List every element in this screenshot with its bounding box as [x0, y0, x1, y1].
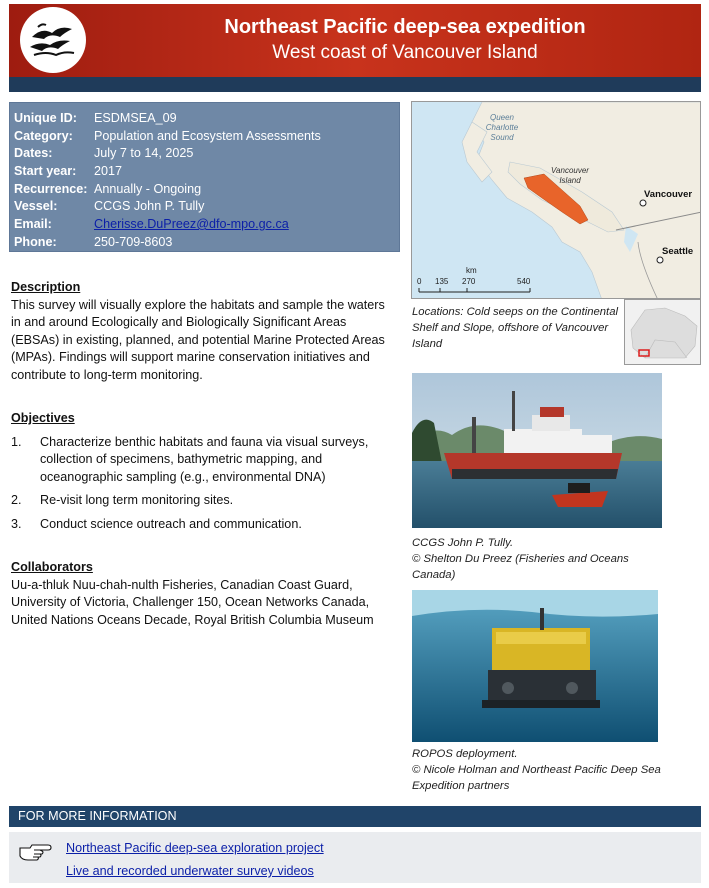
objectives-heading: Objectives — [11, 411, 75, 425]
email-link[interactable]: Cherisse.DuPreez@dfo-mpo.gc.ca — [94, 216, 289, 231]
info-label: Dates: — [14, 146, 53, 161]
info-label: Phone: — [14, 234, 57, 249]
list-item — [11, 492, 396, 510]
map-scale-tick: 270 — [462, 277, 476, 286]
ship-photo — [412, 373, 662, 528]
ropos-photo-credit: © Nicole Holman and Northeast Pacific Deep Sea Expedition partners — [412, 764, 661, 792]
info-value: 250-709-8603 — [94, 234, 173, 249]
info-row-start-year — [14, 162, 395, 180]
objectives-section — [11, 410, 396, 539]
info-row-vessel — [14, 197, 395, 215]
info-label: Vessel: — [14, 199, 58, 214]
page-subtitle: West coast of Vancouver Island — [272, 42, 538, 63]
info-label: Email: — [14, 216, 52, 231]
map-label-vancouver-island-2: Island — [559, 176, 581, 185]
collaborators-section — [11, 559, 396, 629]
info-row-phone — [14, 233, 395, 251]
survey-info-box — [9, 102, 400, 252]
info-row-email — [14, 215, 395, 233]
map-scale-tick: 135 — [435, 277, 449, 286]
ropos-caption-title: ROPOS deployment. — [412, 748, 518, 760]
info-label: Unique ID: — [14, 110, 77, 125]
more-info-heading: FOR MORE INFORMATION — [9, 806, 701, 827]
info-value: Population and Ecosystem Assessments — [94, 128, 321, 143]
description-heading: Description — [11, 280, 81, 294]
map-caption: Locations: Cold seeps on the Continental Shelf and Slope, offshore of Vancouver Island — [412, 306, 618, 350]
more-info-box — [9, 832, 701, 883]
more-info-links — [66, 837, 324, 883]
link-survey-videos[interactable]: Live and recorded underwater survey videos — [66, 864, 314, 878]
info-value: ESDMSEA_09 — [94, 110, 177, 125]
list-item — [11, 434, 396, 487]
ship-caption-title: CCGS John P. Tully. — [412, 537, 514, 549]
info-value: CCGS John P. Tully — [94, 199, 205, 214]
canada-inset-map — [624, 299, 701, 365]
header-band — [9, 77, 701, 92]
map-label-vancouver: Vancouver — [644, 189, 693, 200]
map-scale-tick: 540 — [517, 277, 531, 286]
map-scale-unit: km — [466, 266, 477, 275]
objectives-list — [11, 434, 396, 534]
info-row-category — [14, 127, 395, 145]
info-row-dates — [14, 144, 395, 162]
info-label: Start year: — [14, 163, 77, 178]
header-banner — [9, 4, 701, 77]
list-text: Conduct science outreach and communication. — [40, 516, 302, 531]
list-text: Characterize benthic habitats and fauna via visual surveys, collection of specimens, bathymetric mapping, and oceanographic sampling (e.g., environmental DNA) — [40, 434, 369, 484]
list-number: 3. — [11, 516, 22, 531]
ropos-caption — [412, 746, 662, 794]
info-row-recurrence — [14, 180, 395, 198]
info-label: Recurrence: — [14, 181, 88, 196]
ship-photo-credit: © Shelton Du Preez (Fisheries and Oceans Canada) — [412, 553, 629, 581]
info-label: Category: — [14, 128, 73, 143]
description-section — [11, 279, 396, 384]
collaborators-text: Uu-a-thluk Nuu-chah-nulth Fisheries, Canadian Coast Guard, University of Victoria, Challenger 150, Ocean Networks Canada, United Nations Oceans Decade, Royal British Columbia Museum — [11, 577, 374, 627]
collaborators-heading: Collaborators — [11, 560, 93, 574]
info-value: Annually - Ongoing — [94, 181, 202, 196]
map-label-vancouver-island-1: Vancouver — [551, 166, 589, 175]
pointing-hand-icon — [18, 840, 52, 862]
link-deep-sea-project[interactable]: Northeast Pacific deep-sea exploration project — [66, 841, 324, 855]
map-label-sound: Sound — [490, 133, 514, 142]
survey-location-map — [411, 101, 701, 299]
info-value: 2017 — [94, 163, 123, 178]
map-label-charlotte: Charlotte — [485, 123, 519, 132]
list-number: 1. — [11, 434, 22, 449]
map-scale-tick: 0 — [417, 277, 422, 286]
list-item — [11, 516, 396, 534]
list-number: 2. — [11, 493, 22, 507]
description-text: This survey will visually explore the habitats and sample the waters in and around Ecologically and Biologically Significant Areas (EBSAs) in existing, planned, and potential Marine Protected Areas (MPAs). Findings will support marine conservation initiatives and contribute to long-term monitoring. — [11, 297, 385, 382]
info-value: July 7 to 14, 2025 — [94, 146, 194, 161]
list-text: Re-visit long term monitoring sites. — [40, 493, 234, 507]
page-title: Northeast Pacific deep-sea expedition — [224, 16, 586, 38]
info-row-unique-id — [14, 109, 395, 127]
dfo-logo — [20, 7, 86, 73]
ship-caption — [412, 535, 657, 583]
map-label-queen: Queen — [489, 113, 515, 122]
ropos-photo — [412, 590, 658, 742]
map-label-seattle: Seattle — [662, 246, 694, 257]
